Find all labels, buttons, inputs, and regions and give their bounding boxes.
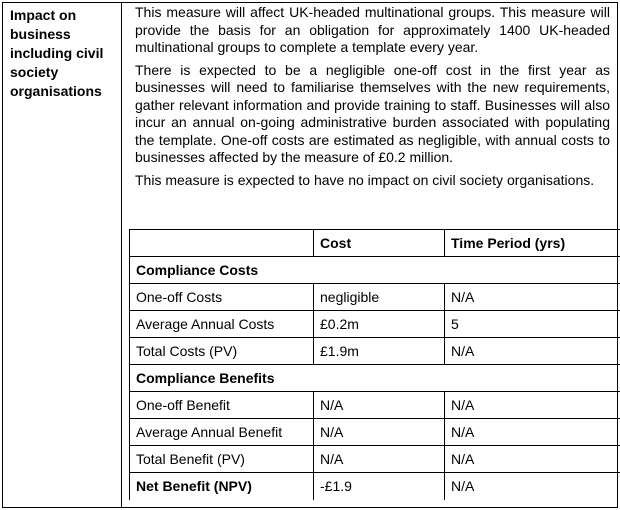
impact-content bbox=[123, 3, 617, 507]
cost-value: N/A bbox=[314, 419, 445, 446]
cost-value: £0.2m bbox=[314, 311, 445, 338]
row-label: Total Costs (PV) bbox=[130, 338, 314, 365]
time-period-value: 5 bbox=[445, 311, 620, 338]
row-label: Total Benefit (PV) bbox=[130, 446, 314, 473]
net-benefit-row bbox=[130, 473, 620, 500]
table-header-row bbox=[130, 230, 620, 257]
cost-value: N/A bbox=[314, 446, 445, 473]
time-period-value: N/A bbox=[445, 419, 620, 446]
row-label: Average Annual Costs bbox=[130, 311, 314, 338]
time-period-value: N/A bbox=[445, 446, 620, 473]
paragraph-civil-society: This measure is expected to have no impact on civil society organisations. bbox=[135, 171, 595, 188]
table-row bbox=[130, 446, 620, 473]
row-heading: Impact on business including civil society organisations bbox=[3, 3, 122, 507]
table-row bbox=[130, 392, 620, 419]
row-label: One-off Benefit bbox=[130, 392, 314, 419]
table-row bbox=[130, 419, 620, 446]
table-row bbox=[130, 311, 620, 338]
header-time-period: Time Period (yrs) bbox=[445, 230, 620, 257]
paragraph-affected-groups: This measure will affect UK-headed multinational groups. This measure will provide the basis for an obligation for approximately 1400 UK-headed multinational groups to complete a template every year. bbox=[135, 4, 610, 55]
row-label: One-off Costs bbox=[130, 284, 314, 311]
cost-benefit-table bbox=[129, 229, 620, 500]
cost-value: £1.9m bbox=[314, 338, 445, 365]
section-title: Compliance Costs bbox=[130, 257, 620, 284]
header-cost: Cost bbox=[314, 230, 445, 257]
time-period-value: N/A bbox=[445, 338, 620, 365]
paragraph-costs: There is expected to be a negligible one-off cost in the first year as businesses will need to familiarise themselves with the new requirements, gather relevant information and provide training to staff. Businesses will also incur an annual on-going administrative burden associated with populating the template. One-off costs are estimated as negligible, with annual costs to businesses affected by the measure of £0.2 million. bbox=[135, 61, 610, 165]
table-row bbox=[130, 284, 620, 311]
row-label: Net Benefit (NPV) bbox=[130, 473, 314, 500]
section-row-compliance-costs bbox=[130, 257, 620, 284]
cost-value: negligible bbox=[314, 284, 445, 311]
section-title: Compliance Benefits bbox=[130, 365, 620, 392]
header-blank bbox=[130, 230, 314, 257]
time-period-value: N/A bbox=[445, 473, 620, 500]
cost-value: -£1.9 bbox=[314, 473, 445, 500]
time-period-value: N/A bbox=[445, 284, 620, 311]
time-period-value: N/A bbox=[445, 392, 620, 419]
row-label: Average Annual Benefit bbox=[130, 419, 314, 446]
cost-value: N/A bbox=[314, 392, 445, 419]
section-row-compliance-benefits bbox=[130, 365, 620, 392]
table-row bbox=[130, 338, 620, 365]
impact-table bbox=[2, 2, 618, 508]
